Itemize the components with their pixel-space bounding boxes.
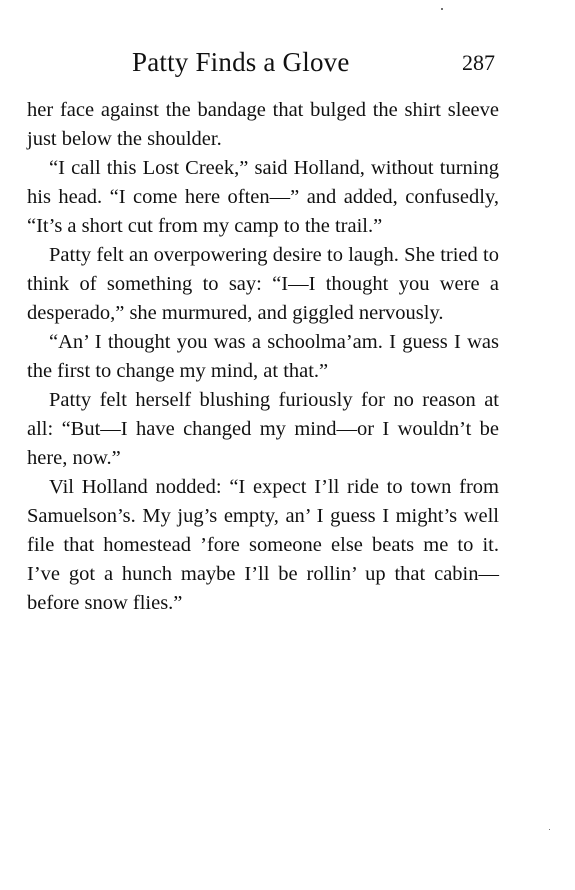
paragraph: her face against the bandage that bulged the shirt sleeve just below the shoulder. — [27, 99, 499, 150]
paragraph: Patty felt an overpowering desire to laugh. She tried to think of something to say: “I—I thought you were a desperado,” she murmured, and giggled nervously. — [27, 244, 499, 324]
page-speck — [549, 829, 550, 830]
page-speck — [441, 8, 443, 10]
paragraph: Patty felt herself blushing furiously for no reason at all: “But—I have changed my mind—or I wouldn’t be here, now.” — [27, 389, 499, 469]
page-number: 287 — [462, 50, 495, 75]
running-head — [0, 44, 575, 84]
paragraph: Vil Holland nodded: “I expect I’ll ride to town from Samuelson’s. My jug’s empty, an’ I guess I might’s well file that homestead ’fore someone else beats me to it. I’ve got a hunch maybe I’ll be rollin’ up that cabin—before snow flies.” — [27, 476, 499, 614]
paragraph: “An’ I thought you was a schoolma’am. I guess I was the first to change my mind, at that.” — [27, 331, 499, 382]
body-text — [27, 96, 499, 618]
chapter-title: Patty Finds a Glove — [132, 47, 350, 77]
paragraph: “I call this Lost Creek,” said Holland, without turning his head. “I come here often—” and added, confusedly, “It’s a short cut from my camp to the trail.” — [27, 157, 499, 237]
